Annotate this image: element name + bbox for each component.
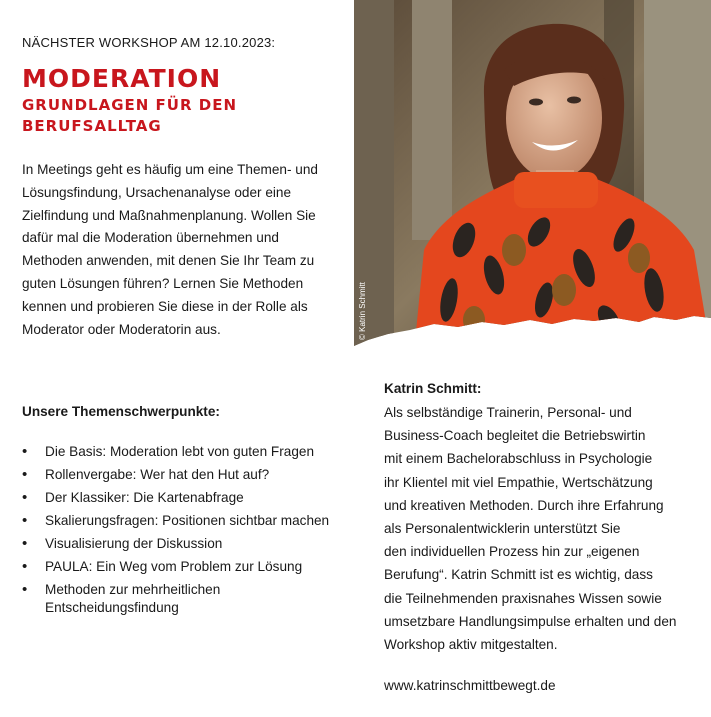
workshop-title: MODERATION xyxy=(22,64,222,93)
tree-trunk xyxy=(412,0,452,240)
bio-line: Berufung“. Katrin Schmitt ist es wichtig, dass xyxy=(384,567,653,583)
bio-line: und kreativen Methoden. Durch ihre Erfahrung xyxy=(384,497,664,513)
bio-line: Business-Coach begleitet die Betriebswirtin xyxy=(384,428,646,444)
bio-line: umsetzbare Handlungsimpulse erhalten und den xyxy=(384,613,677,629)
portrait-photo xyxy=(354,0,711,352)
list-item: • Skalierungsfragen: Positionen sichtbar machen xyxy=(22,512,342,530)
website-link[interactable]: www.katrinschmittbewegt.de xyxy=(384,678,556,693)
bio-line: ihr Klientel mit viel Empathie, Wertschätzung xyxy=(384,474,653,490)
bio-line: den individuellen Prozess hin zur „eigenen xyxy=(384,544,640,560)
photo-credit: © Katrin Schmitt xyxy=(358,282,367,340)
bio-line: mit einem Bachelorabschluss in Psychologie xyxy=(384,451,653,467)
list-item: • PAULA: Ein Weg vom Problem zur Lösung xyxy=(22,558,342,576)
trainer-bio xyxy=(384,401,704,656)
list-item: • Visualisierung der Diskussion xyxy=(22,535,342,553)
list-item: • Rollenvergabe: Wer hat den Hut auf? xyxy=(22,466,342,484)
bio-line: Workshop aktiv mitgestalten. xyxy=(384,637,558,653)
list-item: • Der Klassiker: Die Kartenabfrage xyxy=(22,489,342,507)
bio-line: die Teilnehmenden praxisnahes Wissen sowie xyxy=(384,590,662,606)
workshop-date-label: NÄCHSTER WORKSHOP AM 12.10.2023: xyxy=(22,35,276,50)
bio-line: als Personalentwicklerin unterstützt Sie xyxy=(384,521,621,537)
intro-paragraph: In Meetings geht es häufig um eine Themen- und Lösungsfindung, Ursachenanalyse oder eine Zielfindung und Maßnahmenplanung. Wollen Sie dafür mal die Moderation übernehmen und Methoden anwenden, mit denen Sie Ihr Team zu guten Lösungen führen? Lernen Sie Methoden kennen und probieren Sie diese in der Rolle als Moderator oder Moderatorin aus. xyxy=(22,162,318,337)
bio-line: Als selbständige Trainerin, Personal- und xyxy=(384,405,632,420)
topics-list xyxy=(22,443,342,622)
workshop-subtitle: GRUNDLAGEN FÜR DEN BERUFSALLTAG xyxy=(22,96,237,135)
portrait-illustration xyxy=(354,0,711,352)
topics-heading: Unsere Themenschwerpunkte: xyxy=(22,404,220,419)
list-item: • Methoden zur mehrheitlichen Entscheidungsfindung xyxy=(22,581,342,617)
trainer-name: Katrin Schmitt: xyxy=(384,381,482,396)
list-item: • Die Basis: Moderation lebt von guten Fragen xyxy=(22,443,342,461)
